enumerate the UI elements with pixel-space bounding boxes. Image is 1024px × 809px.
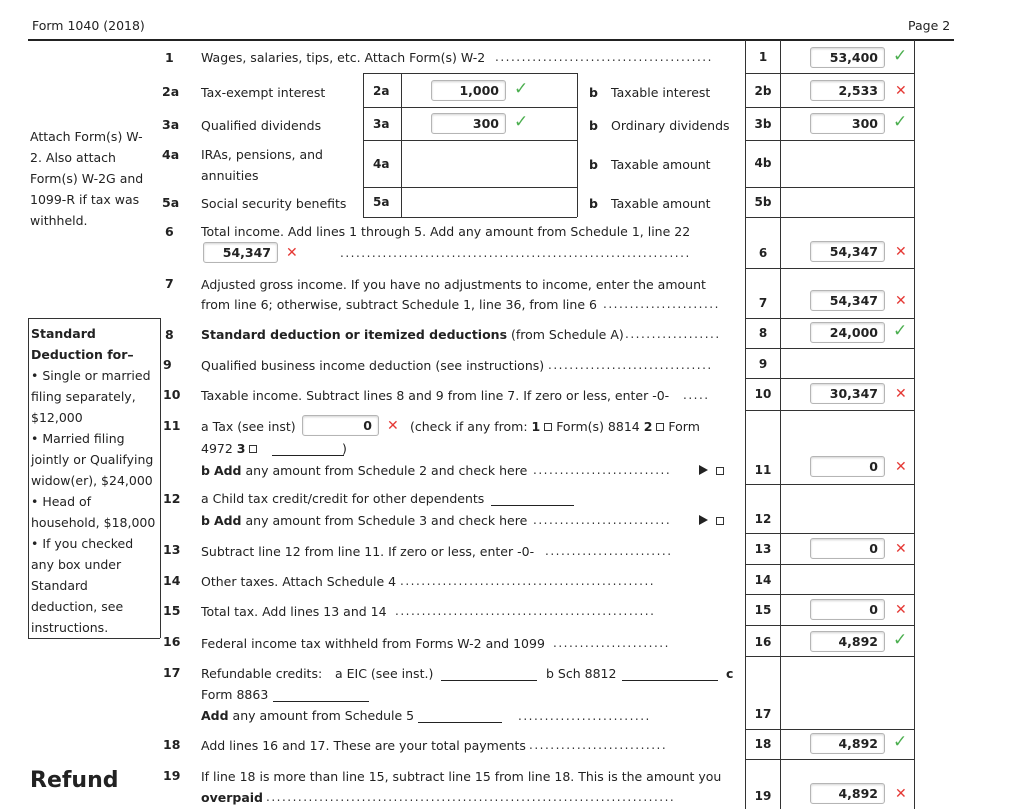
line11-close-paren: ): [342, 441, 347, 456]
attach-note-line: Form(s) W-2G and: [30, 171, 144, 186]
line17-add-text: [201, 708, 414, 723]
line6-text: Total income. Add lines 1 through 5. Add any amount from Schedule 1, line 22: [201, 224, 691, 239]
inner-col-left: [363, 73, 364, 217]
correct-check-icon: ✓: [893, 630, 908, 650]
incorrect-x-icon: ✕: [895, 541, 907, 557]
line-ref: 15: [754, 603, 772, 617]
form-title: Form 1040 (2018): [32, 18, 145, 33]
dot-leader: ..........................: [533, 463, 672, 477]
line8-text-rest: (from Schedule A): [507, 327, 624, 342]
line-ref: 19: [754, 789, 772, 803]
incorrect-x-icon: ✕: [286, 245, 298, 261]
std-box-right: [160, 318, 161, 638]
arrow-right-icon: [699, 465, 708, 475]
dot-leader: ..................: [625, 327, 721, 341]
correct-check-icon: ✓: [893, 321, 908, 341]
line17b-underline: [622, 680, 718, 681]
std-line: • If you checked: [31, 536, 134, 551]
line-number: 15: [163, 603, 181, 618]
header-rule: [28, 39, 954, 41]
line4a-ref: 4a: [373, 157, 390, 171]
line11b-text: [201, 463, 527, 478]
line-number: 18: [163, 737, 181, 752]
checkbox-8814-1[interactable]: [544, 423, 552, 431]
line17c-label: c: [726, 666, 734, 681]
incorrect-x-icon: ✕: [895, 83, 907, 99]
std-line: household, $18,000: [31, 515, 156, 530]
form4972-underline: [272, 455, 344, 456]
line17a-label: a EIC (see inst.): [335, 666, 434, 681]
line-number: 1: [165, 50, 174, 65]
line-ref: 8: [758, 326, 768, 340]
line4a-text: annuities: [201, 168, 259, 183]
incorrect-x-icon: ✕: [895, 293, 907, 309]
line5a-text: Social security benefits: [201, 196, 347, 211]
line-ref: 9: [758, 357, 768, 371]
std-line: • Married filing: [31, 431, 125, 446]
row-sep: [745, 594, 914, 595]
line9-text: Qualified business income deduction (see instructions): [201, 358, 545, 373]
line-ref: 11: [754, 463, 772, 477]
row-sep: [745, 318, 914, 319]
line11-check-text: [410, 419, 700, 434]
line12b-rest: any amount from Schedule 3 and check here: [241, 513, 528, 528]
line19-amount[interactable]: 4,892: [810, 783, 885, 804]
standard-deduction-note: [31, 323, 155, 638]
line-ref: 17: [754, 707, 772, 721]
line1-amount[interactable]: 53,400: [810, 47, 885, 68]
line-number: 12: [163, 491, 181, 506]
form4972-label: 4972: [201, 441, 237, 456]
form-label: Form: [664, 419, 700, 434]
line12b-label: b: [201, 513, 210, 528]
line3b-text: Ordinary dividends: [611, 118, 730, 133]
line5b-label: b: [589, 196, 598, 211]
dot-leader: .............................................................................: [266, 790, 676, 804]
line3a-amount[interactable]: 300: [431, 113, 506, 134]
check-1-label: 1: [531, 419, 541, 434]
line-number: 14: [163, 573, 181, 588]
line11a-text: a Tax (see inst): [201, 419, 296, 434]
ref-column-right-border: [780, 40, 781, 809]
line-number: 17: [163, 665, 181, 680]
dot-leader: ........................: [545, 544, 673, 558]
line18-text: Add lines 16 and 17. These are your total payments: [201, 738, 526, 753]
line-number: 2a: [162, 84, 180, 99]
line-ref: 3b: [754, 117, 772, 131]
row-sep: [745, 107, 914, 108]
page-label: Page 2: [908, 18, 951, 33]
inner-col-mid: [401, 73, 402, 217]
line12a-text: a Child tax credit/credit for other dependents: [201, 491, 485, 506]
std-box-left: [28, 318, 29, 638]
line16-amount[interactable]: 4,892: [810, 631, 885, 652]
line17-form8863: Form 8863: [201, 687, 269, 702]
line-number: 13: [163, 542, 181, 557]
row-sep: [745, 73, 914, 74]
line-number: 19: [163, 768, 181, 783]
checkbox-schedule2[interactable]: [716, 467, 724, 475]
line10-text: Taxable income. Subtract lines 8 and 9 from line 7. If zero or less, enter -0-: [201, 388, 670, 403]
attach-note-line: 1099-R if tax was: [30, 192, 140, 207]
inner-row: [363, 217, 577, 218]
line8-text-bold: Standard deduction or itemized deductions: [201, 327, 508, 342]
row-sep: [745, 729, 914, 730]
line-ref: 5b: [754, 195, 772, 209]
std-line: instructions.: [31, 620, 109, 635]
line16-text: Federal income tax withheld from Forms W-2 and 1099: [201, 636, 545, 651]
line-number: 5a: [162, 195, 180, 210]
correct-check-icon: ✓: [893, 112, 908, 132]
checkbox-4972-3[interactable]: [249, 445, 257, 453]
line11b-label: b: [201, 463, 210, 478]
row-sep: [745, 378, 914, 379]
line-number: 16: [163, 634, 181, 649]
attach-note-line: withheld.: [30, 213, 88, 228]
line-ref: 4b: [754, 156, 772, 170]
form8863-underline: [273, 701, 369, 702]
line-number: 7: [165, 276, 174, 291]
inner-col-right: [577, 73, 578, 217]
incorrect-x-icon: ✕: [895, 459, 907, 475]
line15-amount[interactable]: 0: [810, 599, 885, 620]
dot-leader: .....: [683, 388, 710, 402]
line11b-add: Add: [213, 463, 242, 478]
line2a-text: Tax-exempt interest: [201, 85, 326, 100]
line12b-add: Add: [213, 513, 242, 528]
line18-amount[interactable]: 4,892: [810, 733, 885, 754]
line-number: 6: [165, 224, 174, 239]
line-ref: 18: [754, 737, 772, 751]
line17-add: Add: [201, 708, 229, 723]
std-line: Standard: [31, 578, 88, 593]
std-line: $12,000: [31, 410, 83, 425]
line11b-rest: any amount from Schedule 2 and check here: [241, 463, 528, 478]
line2b-amount[interactable]: 2,533: [810, 80, 885, 101]
std-title-line: Deduction for–: [31, 347, 134, 362]
line4b-label: b: [589, 157, 598, 172]
dot-leader: ...............................: [548, 358, 713, 372]
inner-row: [363, 73, 577, 74]
line11-amount[interactable]: 0: [810, 456, 885, 477]
incorrect-x-icon: ✕: [895, 386, 907, 402]
line7-text: from line 6; otherwise, subtract Schedule 1, line 36, from line 6: [201, 297, 597, 312]
checkbox-form-2[interactable]: [656, 423, 664, 431]
line12a-underline: [491, 505, 574, 506]
line3a-ref: 3a: [373, 117, 390, 131]
std-line: • Single or married: [31, 368, 151, 383]
line5a-ref: 5a: [373, 195, 390, 209]
line4a-text: IRAs, pensions, and: [201, 147, 323, 162]
line-number: 4a: [162, 147, 180, 162]
amount-column-right-border: [914, 40, 915, 809]
line17-add-rest: any amount from Schedule 5: [228, 708, 415, 723]
line3b-amount[interactable]: 300: [810, 113, 885, 134]
row-sep: [745, 217, 914, 218]
line10-amount[interactable]: 30,347: [810, 383, 885, 404]
incorrect-x-icon: ✕: [895, 602, 907, 618]
dot-leader: .........................................: [495, 50, 713, 64]
line19-overpaid: overpaid: [201, 790, 263, 805]
line5b-text: Taxable amount: [611, 196, 711, 211]
line-ref: 12: [754, 512, 772, 526]
line-ref: 10: [754, 387, 772, 401]
line15-text: Total tax. Add lines 13 and 14: [201, 604, 387, 619]
correct-check-icon: ✓: [893, 732, 908, 752]
std-box-top: [28, 318, 160, 319]
check-text: (check if any from:: [410, 419, 532, 434]
row-sep: [745, 140, 914, 141]
std-line: filing separately,: [31, 389, 136, 404]
line-ref: 7: [758, 296, 768, 310]
form8814-label: Form(s) 8814: [552, 419, 644, 434]
std-box-bottom: [28, 638, 160, 639]
dot-leader: ..................................................................: [340, 246, 691, 260]
line17-text: Refundable credits:: [201, 666, 323, 681]
line-number: 11: [163, 418, 181, 433]
std-title-line: Standard: [31, 326, 96, 341]
inner-row: [363, 107, 577, 108]
line3a-text: Qualified dividends: [201, 118, 322, 133]
incorrect-x-icon: ✕: [387, 418, 399, 434]
line13-amount[interactable]: 0: [810, 538, 885, 559]
std-line: any box under: [31, 557, 122, 572]
dot-leader: ..........................: [533, 513, 672, 527]
incorrect-x-icon: ✕: [895, 786, 907, 802]
row-sep: [745, 187, 914, 188]
line8-amount[interactable]: 24,000: [810, 322, 885, 343]
attach-note: [30, 126, 143, 231]
dot-leader: ................................................: [400, 574, 656, 588]
attach-note-line: 2. Also attach: [30, 150, 116, 165]
correct-check-icon: ✓: [514, 112, 529, 132]
line6-amount[interactable]: 54,347: [810, 241, 885, 262]
line-number: 9: [163, 357, 172, 372]
std-line: deduction, see: [31, 599, 124, 614]
dot-leader: .................................................: [395, 604, 656, 618]
line19-text: If line 18 is more than line 15, subtract line 15 from line 18. This is the amount you: [201, 769, 722, 784]
line-ref: 1: [758, 50, 768, 64]
refund-heading: Refund: [30, 768, 119, 793]
line-ref: 13: [754, 542, 772, 556]
incorrect-x-icon: ✕: [895, 244, 907, 260]
checkbox-schedule3[interactable]: [716, 517, 724, 525]
dot-leader: ..........................: [529, 738, 668, 752]
line2a-amount[interactable]: 1,000: [431, 80, 506, 101]
line11-4972: [201, 441, 257, 456]
correct-check-icon: ✓: [893, 46, 908, 66]
line11a-amount[interactable]: 0: [302, 415, 379, 436]
line2a-ref: 2a: [373, 84, 390, 98]
line4b-text: Taxable amount: [611, 157, 711, 172]
dot-leader: ......................: [603, 297, 720, 311]
schedule5-underline: [418, 722, 502, 723]
line6-inline-amount[interactable]: 54,347: [203, 242, 278, 263]
inner-row: [363, 140, 577, 141]
page-number: [908, 18, 950, 33]
line-number: 10: [163, 387, 181, 402]
line1-text: Wages, salaries, tips, etc. Attach Form(s) W-2: [201, 50, 486, 65]
row-sep: [745, 759, 914, 760]
row-sep: [745, 484, 914, 485]
line2b-text: Taxable interest: [611, 85, 711, 100]
line7-text: Adjusted gross income. If you have no adjustments to income, enter the amount: [201, 277, 706, 292]
line-ref: 2b: [754, 84, 772, 98]
line13-text: Subtract line 12 from line 11. If zero or less, enter -0-: [201, 544, 535, 559]
line7-amount[interactable]: 54,347: [810, 290, 885, 311]
row-sep: [745, 348, 914, 349]
line-number: 3a: [162, 117, 180, 132]
line3b-label: b: [589, 118, 598, 133]
std-line: jointly or Qualifying: [31, 452, 154, 467]
row-sep: [745, 656, 914, 657]
row-sep: [745, 410, 914, 411]
line-ref: 16: [754, 635, 772, 649]
line14-text: Other taxes. Attach Schedule 4: [201, 574, 397, 589]
dot-leader: .........................: [518, 709, 651, 723]
row-sep: [745, 625, 914, 626]
row-sep: [745, 268, 914, 269]
line17b-label: b Sch 8812: [546, 666, 617, 681]
line8-text: [201, 327, 624, 342]
line12b-text: [201, 513, 527, 528]
line-ref: 14: [754, 573, 772, 587]
row-sep: [745, 564, 914, 565]
dot-leader: ......................: [553, 636, 670, 650]
std-line: widow(er), $24,000: [31, 473, 153, 488]
line-number: 8: [165, 327, 174, 342]
correct-check-icon: ✓: [514, 79, 529, 99]
line-ref: 6: [758, 246, 768, 260]
check-2-label: 2: [643, 419, 653, 434]
attach-note-line: Attach Form(s) W-: [30, 129, 143, 144]
std-line: • Head of: [31, 494, 92, 509]
check-3-label: 3: [236, 441, 246, 456]
line17a-underline: [441, 680, 537, 681]
inner-row: [363, 187, 577, 188]
arrow-right-icon: [699, 515, 708, 525]
line2b-label: b: [589, 85, 598, 100]
row-sep: [745, 533, 914, 534]
